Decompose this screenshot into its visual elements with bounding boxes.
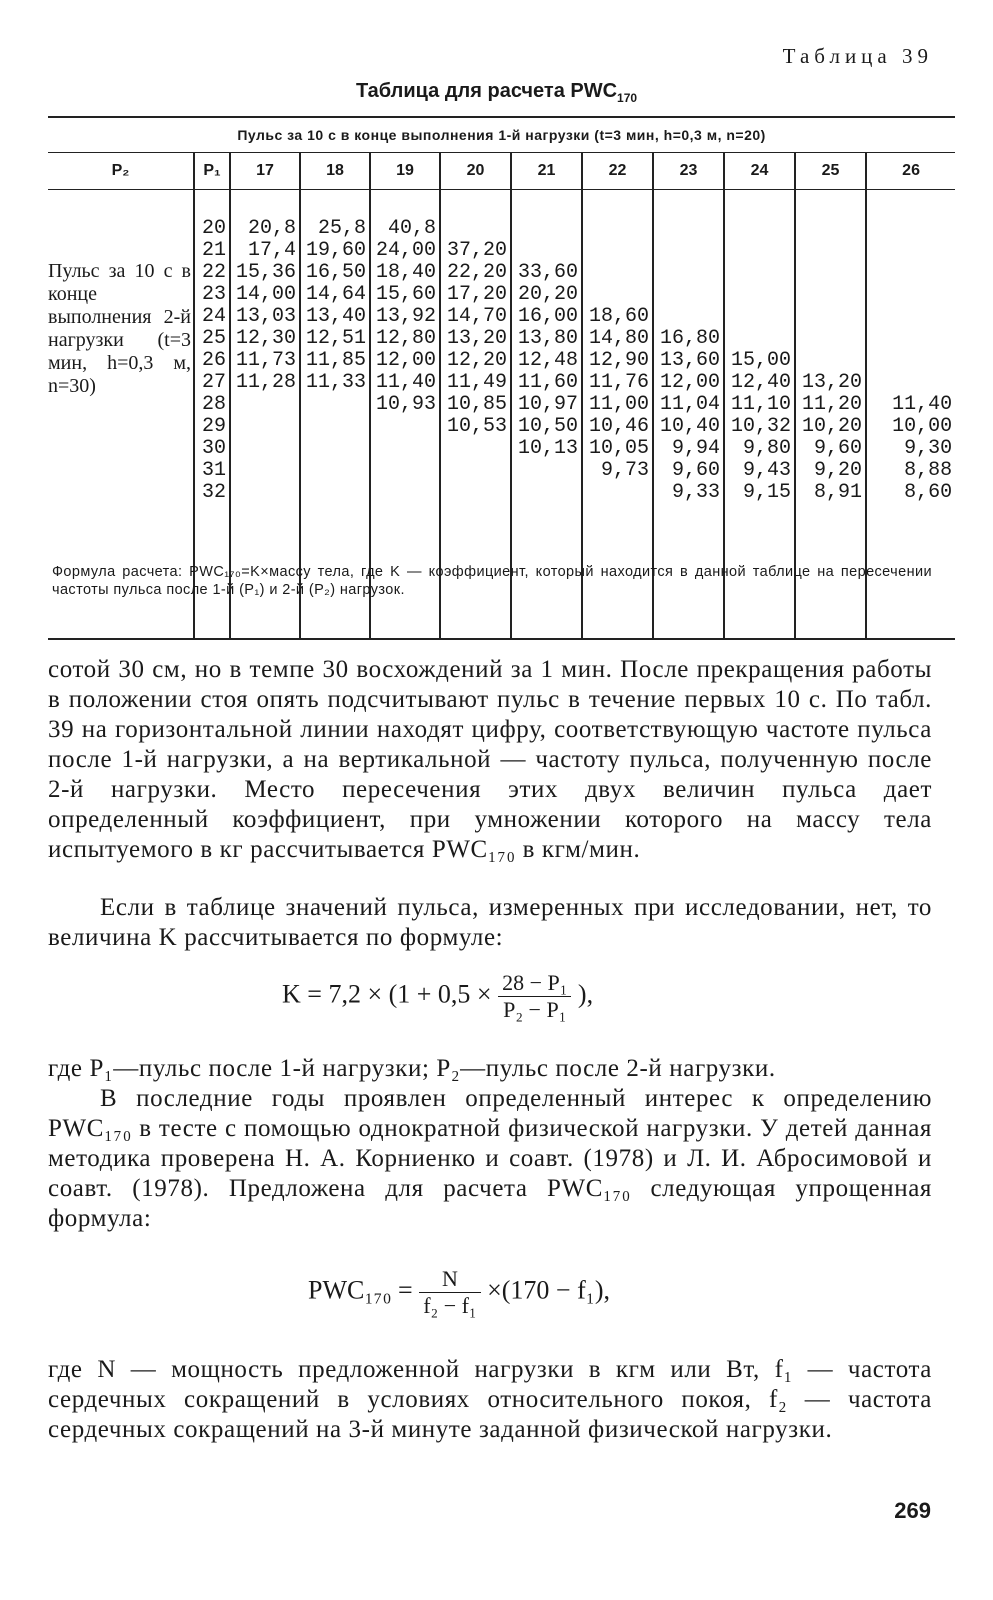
column-values-18: 25,8 19,60 16,50 14,64 13,40 12,51 11,85 11,33 <box>300 190 370 640</box>
column-values-22: 18,60 14,80 12,90 11,76 11,00 10,46 10,05 9,73 <box>582 190 653 640</box>
formula-k-left: K = 7,2 × (1 + 0,5 × <box>282 979 492 1009</box>
column-values-21: 33,60 20,20 16,00 13,80 12,48 11,60 10,97 10,50 10,13 <box>511 190 582 640</box>
formula-pwc-fraction <box>419 1266 480 1319</box>
column-header-17: 17 <box>230 153 300 190</box>
formula-pwc <box>308 1266 610 1319</box>
column-values-17: 20,8 17,4 15,36 14,00 13,03 12,30 11,73 11,28 <box>230 190 300 640</box>
column-header-24: 24 <box>724 153 795 190</box>
column-header-26: 26 <box>866 153 955 190</box>
formula-k <box>282 970 593 1023</box>
column-values-20: 37,20 22,20 17,20 14,70 13,20 12,20 11,49 10,85 10,53 <box>440 190 511 640</box>
paragraph-3: где P₁—пульс после 1-й нагрузки; P₂—пульс после 2-й нагрузки. <box>48 1055 776 1082</box>
formula-k-numerator: 28 − P₁ <box>498 970 571 997</box>
table-title <box>0 80 993 105</box>
column-header-row <box>48 153 955 190</box>
column-header-18: 18 <box>300 153 370 190</box>
column-header-25: 25 <box>795 153 866 190</box>
paragraph-4: В последние годы проявлен определенный интерес к определению PWC₁₇₀ в тесте с помощью однократной физической нагрузки. У детей данная методика проверена Н. А. Корниенко и соавт. (1978) и Л. И. Абросимовой и соавт. (1978). Предложена для расчета PWC₁₇₀ следующая упрощенная формула: <box>48 1085 932 1232</box>
table-footnote: Формула расчета: PWC₁₇₀=K×массу тела, где K — коэффициент, который находится в данной таблице на пересечении частоты пульса после 1-й (P₁) и 2-й (P₂) нагрузок. <box>52 564 932 598</box>
column-values-25: 13,20 11,20 10,20 9,60 9,20 8,91 <box>795 190 866 640</box>
formula-pwc-left: PWC₁₇₀ = <box>308 1275 413 1305</box>
p1-header: P₁ <box>194 153 230 190</box>
table-number: Таблица 39 <box>782 44 933 68</box>
column-header-22: 22 <box>582 153 653 190</box>
page-number: 269 <box>894 1498 931 1523</box>
column-header-23: 23 <box>653 153 724 190</box>
table-title-text: Таблица для расчета PWC <box>355 80 618 102</box>
formula-k-fraction <box>498 970 571 1023</box>
column-header-20: 20 <box>440 153 511 190</box>
column-values-24: 15,00 12,40 11,10 10,32 9,80 9,43 9,15 <box>724 190 795 640</box>
column-header-21: 21 <box>511 153 582 190</box>
paragraph-2: Если в таблице значений пульса, измеренных при исследовании, нет, то величина K рассчитывается по формуле: <box>48 894 932 951</box>
pwc-table <box>48 116 955 640</box>
column-header-19: 19 <box>370 153 440 190</box>
formula-k-denominator: P₂ − P₁ <box>503 997 567 1022</box>
column-values-23: 16,80 13,60 12,00 11,04 10,40 9,94 9,60 9,33 <box>653 190 724 640</box>
column-values-26: 11,40 10,00 9,30 8,88 8,60 <box>866 190 955 640</box>
p1-values-column: 20 21 22 23 24 25 26 27 28 29 30 31 32 <box>194 190 230 640</box>
column-values-19: 40,8 24,00 18,40 15,60 13,92 12,80 12,00 11,40 10,93 <box>370 190 440 640</box>
formula-pwc-denominator: f₂ − f₁ <box>423 1293 477 1318</box>
table-title-subscript: 170 <box>617 91 638 105</box>
formula-pwc-numerator: N <box>419 1266 480 1293</box>
row-label: Пульс за 10 с в конце выполнения 2-й нагрузки (t=3 мин, h=0,3 м, n=30) <box>48 190 194 640</box>
group-header: Пульс за 10 с в конце выполнения 1-й нагрузки (t=3 мин, h=0,3 м, n=20) <box>48 117 955 153</box>
p2-header: P₂ <box>48 153 194 190</box>
formula-pwc-right: ×(170 − f₁), <box>487 1275 610 1305</box>
paragraph-5: где N — мощность предложенной нагрузки в кгм или Вт, f₁ — частота сердечных сокращений в условиях относительного покоя, f₂ — частота сердечных сокращений на 3-й минуте заданной физической нагрузки. <box>48 1356 932 1443</box>
formula-k-right: ), <box>577 979 594 1009</box>
paragraph-1: сотой 30 см, но в темпе 30 восхождений за 1 мин. После прекращения работы в положении стоя опять подсчитывают пульс в течение первых 10 с. По табл. 39 на горизонтальной линии находят цифру, соответствующую частоте пульса после 1-й нагрузки, а на вертикальной — частоту пульса, полученную после 2-й нагрузки. Место пересечения этих двух величин пульса дает определенный коэффициент, при умножении которого на массу тела испытуемого в кг рассчитывается PWC₁₇₀ в кгм/мин. <box>48 656 932 863</box>
